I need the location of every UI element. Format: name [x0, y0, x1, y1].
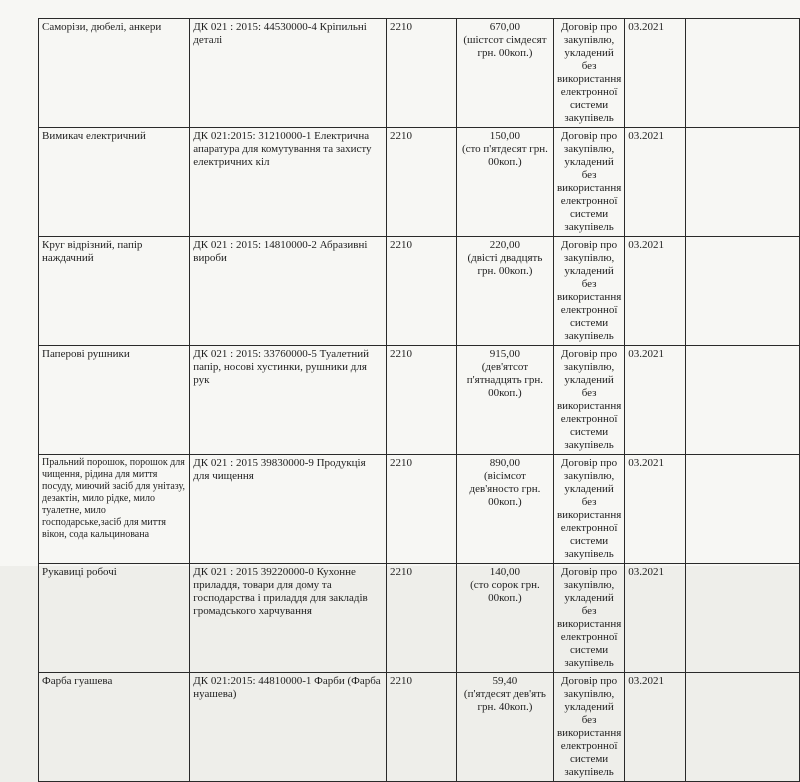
kekv-code: 2210	[386, 673, 456, 782]
item-name: Круг відрізний, папір наждачний	[39, 237, 190, 346]
item-name: Вимикач електричний	[39, 128, 190, 237]
procurement-method: Договір про закупівлю, укладений без використання електронної системи закупівель	[553, 346, 624, 455]
kekv-code: 2210	[386, 455, 456, 564]
procurement-method: Договір про закупівлю, укладений без використання електронної системи закупівель	[553, 564, 624, 673]
cpv-code: ДК 021 : 2015: 14810000-2 Абразивні вироби	[190, 237, 387, 346]
amount-in-words: (сто п'ятдесят грн. 00коп.)	[461, 143, 548, 168]
amount-in-words: (двісті двадцять грн. 00коп.)	[467, 252, 543, 277]
table-row	[39, 19, 800, 128]
amount-value: 670,00	[489, 21, 521, 33]
cpv-code: ДК 021:2015: 31210000-1 Електрична апаратура для комутування та захисту електричних кіл	[190, 128, 387, 237]
notes-cell	[685, 673, 799, 782]
procurement-method: Договір про закупівлю, укладений без використання електронної системи закупівель	[553, 455, 624, 564]
cpv-code: ДК 021 : 2015 39220000-0 Кухонне приладдя, товари для дому та господарства і приладдя для закладів громадського харчування	[190, 564, 387, 673]
procurement-date: 03.2021	[625, 237, 686, 346]
amount-in-words: (вісімсот дев'яносто грн. 00коп.)	[469, 470, 541, 508]
notes-cell	[685, 237, 799, 346]
procurement-method: Договір про закупівлю, укладений без використання електронної системи закупівель	[553, 19, 624, 128]
procurement-method: Договір про закупівлю, укладений без використання електронної системи закупівель	[553, 673, 624, 782]
cpv-code: ДК 021:2015: 44810000-1 Фарби (Фарба нуашева)	[190, 673, 387, 782]
table-row	[39, 673, 800, 782]
notes-cell	[685, 564, 799, 673]
amount-cell	[456, 19, 553, 128]
amount-cell	[456, 455, 553, 564]
kekv-code: 2210	[386, 346, 456, 455]
amount-cell	[456, 673, 553, 782]
table-row	[39, 128, 800, 237]
amount-cell	[456, 128, 553, 237]
amount-value: 59,40	[492, 675, 518, 687]
procurement-method: Договір про закупівлю, укладений без використання електронної системи закупівель	[553, 237, 624, 346]
table-row	[39, 455, 800, 564]
item-name: Рукавиці робочі	[39, 564, 190, 673]
amount-cell	[456, 237, 553, 346]
notes-cell	[685, 128, 799, 237]
amount-in-words: (п'ятдесят дев'ять грн. 40коп.)	[463, 688, 546, 713]
kekv-code: 2210	[386, 564, 456, 673]
cpv-code: ДК 021 : 2015: 44530000-4 Кріпильні деталі	[190, 19, 387, 128]
item-name: Саморізи, дюбелі, анкери	[39, 19, 190, 128]
item-name: Пральний порошок, порошок для чищення, рідина для миття посуду, миючий засіб для унітазу, дезактін, мило рідке, мило туалетне, мило господарське,засіб для миття вікон, сода кальцинована	[39, 455, 190, 564]
kekv-code: 2210	[386, 128, 456, 237]
amount-cell	[456, 346, 553, 455]
amount-value: 140,00	[489, 566, 521, 578]
procurement-date: 03.2021	[625, 128, 686, 237]
procurement-date: 03.2021	[625, 564, 686, 673]
procurement-date: 03.2021	[625, 673, 686, 782]
notes-cell	[685, 19, 799, 128]
procurement-method: Договір про закупівлю, укладений без використання електронної системи закупівель	[553, 128, 624, 237]
amount-in-words: (дев'ятсот п'ятнадцять грн. 00коп.)	[466, 361, 544, 399]
kekv-code: 2210	[386, 237, 456, 346]
table-row	[39, 564, 800, 673]
notes-cell	[685, 346, 799, 455]
cpv-code: ДК 021 : 2015: 33760000-5 Туалетний папір, носові хустинки, рушники для рук	[190, 346, 387, 455]
procurement-date: 03.2021	[625, 455, 686, 564]
amount-value: 890,00	[489, 457, 521, 469]
item-name: Фарба гуашева	[39, 673, 190, 782]
procurement-date: 03.2021	[625, 19, 686, 128]
item-name: Паперові рушники	[39, 346, 190, 455]
amount-value: 150,00	[489, 130, 521, 142]
procurement-table	[38, 18, 800, 782]
table-row	[39, 237, 800, 346]
amount-value: 220,00	[489, 239, 521, 251]
notes-cell	[685, 455, 799, 564]
cpv-code: ДК 021 : 2015 39830000-9 Продукція для чищення	[190, 455, 387, 564]
table-row	[39, 346, 800, 455]
amount-cell	[456, 564, 553, 673]
amount-in-words: (шістсот сімдесят грн. 00коп.)	[463, 34, 547, 59]
amount-in-words: (сто сорок грн. 00коп.)	[470, 579, 540, 604]
amount-value: 915,00	[489, 348, 521, 360]
procurement-date: 03.2021	[625, 346, 686, 455]
kekv-code: 2210	[386, 19, 456, 128]
